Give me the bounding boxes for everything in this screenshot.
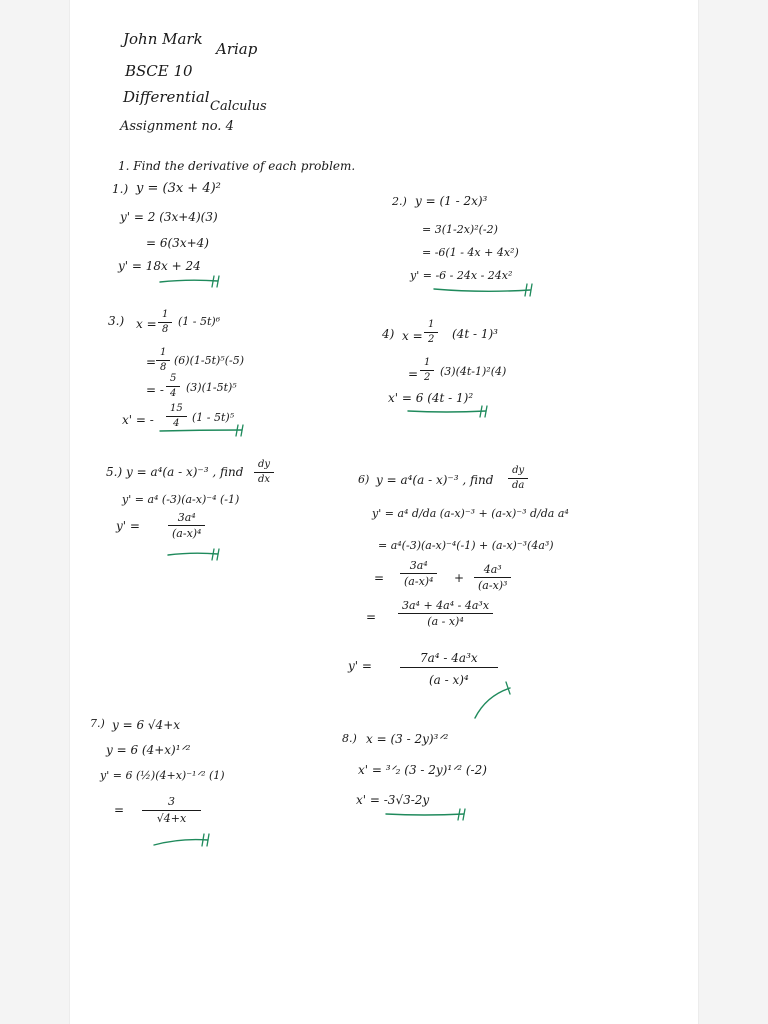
problem-2-label: 2.) [392, 195, 407, 208]
problem-7-line-3: y' = 6 (½)(4+x)⁻¹ᐟ² (1) [100, 769, 225, 782]
problem-6-line-4-lhs: = [374, 571, 385, 585]
problem-6-line-1: y = a⁴(a - x)⁻³ , find [376, 473, 494, 487]
problem-6-fraction: $\frac{\text{3a⁴ + 4a⁴ - 4a³x}}{\text{(a - x)⁴}}$ [398, 600, 493, 627]
problem-5-line-2: y' = a⁴ (-3)(a-x)⁻⁴ (-1) [122, 493, 240, 506]
problem-3-fraction: $\frac{15}{4}$ [166, 404, 187, 429]
problem-5-answer-lhs: y' = [116, 519, 140, 533]
problem-3-line-3-lhs: = - [146, 383, 164, 397]
assignment-sheet [70, 0, 698, 1024]
problem-3-fraction: $\frac{1}{8}$ [156, 348, 170, 373]
problem-7-line-2: y = 6 (4+x)¹ᐟ² [106, 743, 191, 757]
problem-2-line-2: = 3(1-2x)²(-2) [422, 223, 498, 236]
problem-6-fraction: $\frac{\text{3a⁴}}{\text{(a-x)⁴}}$ [400, 560, 437, 587]
problem-8-label: 8.) [342, 732, 357, 745]
problem-5-line-1: y = a⁴(a - x)⁻³ , find [126, 465, 244, 479]
problem-4-label: 4) [382, 327, 395, 341]
problem-7-answer-fraction: $\frac{3}{√4+x}$ [142, 796, 201, 824]
problem-1-answer: y' = 18x + 24 [118, 259, 201, 273]
problem-1-line-3: = 6(3x+4) [146, 236, 209, 250]
problem-3-line-3-rhs: (3)(1-5t)⁵ [186, 381, 237, 394]
problem-6-line-2: y' = a⁴ d/da (a-x)⁻³ + (a-x)⁻³ d/da a⁴ [372, 507, 569, 520]
section-code: BSCE 10 [125, 62, 193, 80]
problem-6-plus-sign: + [454, 571, 465, 585]
answer-check-mark [470, 678, 520, 724]
problem-3-answer-lhs: x' = - [122, 413, 154, 427]
problem-8-line-2: x' = ³ᐟ₂ (3 - 2y)¹ᐟ² (-2) [358, 763, 487, 777]
problem-2-line-3: = -6(1 - 4x + 4x²) [422, 246, 519, 259]
assignment-number: Assignment no. 4 [120, 119, 234, 134]
problem-3-answer-rhs: (1 - 5t)⁵ [192, 411, 235, 424]
student-last-name: Ariap [216, 40, 258, 58]
problem-7-label: 7.) [90, 717, 105, 730]
student-first-name: John Mark [123, 30, 203, 48]
problem-3-line-2-rhs: (6)(1-5t)⁵(-5) [174, 354, 245, 367]
problem-6-line-3: = a⁴(-3)(a-x)⁻⁴(-1) + (a-x)⁻³(4a³) [378, 539, 554, 552]
problem-6-fraction: $\frac{\text{4a³}}{\text{(a-x)³}}$ [474, 564, 511, 591]
course-word-1: Differential [123, 88, 210, 106]
problem-4-answer: x' = 6 (4t - 1)² [388, 391, 474, 405]
problem-5-label: 5.) [106, 465, 123, 479]
answer-check-mark [152, 832, 218, 850]
problem-8-line-1: x = (3 - 2y)³ᐟ² [366, 732, 449, 746]
problem-1-line-1: y = (3x + 4)² [136, 181, 221, 196]
problem-5-answer-fraction: $\frac{\text{3a⁴}}{\text{(a-x)⁴}}$ [168, 512, 205, 539]
problem-3-line-1-rhs: (1 - 5t)⁶ [178, 315, 221, 328]
problem-6-answer-lhs: y' = [348, 659, 372, 673]
problem-6-line-5-lhs: = [366, 610, 377, 624]
problem-4-line-1-rhs: (4t - 1)³ [452, 327, 498, 341]
course-word-2: Calculus [210, 99, 267, 114]
problem-5-derivative-notation: $\frac{dy}{dx}$ [254, 460, 274, 485]
answer-check-mark [432, 281, 544, 299]
problem-7-line-1: y = 6 √4+x [112, 718, 181, 732]
problem-4-line-2-lhs: = [408, 367, 419, 381]
problem-3-line-1-lhs: x = [136, 317, 157, 331]
problem-6-label: 6) [358, 473, 370, 486]
answer-check-mark [384, 806, 476, 822]
problem-3-fraction: $\frac{1}{8}$ [158, 310, 172, 335]
answer-check-mark [166, 546, 228, 562]
problem-8-answer: x' = -3√3-2y [356, 793, 430, 807]
problem-4-fraction: $\frac{1}{2}$ [420, 358, 434, 383]
problem-3-line-2-lhs: = [146, 355, 157, 369]
problem-3-fraction: $\frac{5}{4}$ [166, 374, 180, 399]
problem-4-line-1-lhs: x = [402, 329, 423, 343]
problem-4-fraction: $\frac{1}{2}$ [424, 320, 438, 345]
problem-2-answer: y' = -6 - 24x - 24x² [410, 269, 513, 282]
problem-3-label: 3.) [108, 314, 125, 328]
problem-2-line-1: y = (1 - 2x)³ [415, 194, 488, 208]
problem-4-line-2-rhs: (3)(4t-1)²(4) [440, 365, 507, 378]
problem-7-answer-lhs: = [114, 803, 125, 817]
problem-6-answer-fraction: $\frac{\text{7a⁴ - 4a³x}}{\text{(a - x)⁴}}$ [400, 652, 498, 686]
problem-1-line-2: y' = 2 (3x+4)(3) [120, 210, 218, 224]
problem-6-derivative-notation: $\frac{dy}{da}$ [508, 466, 528, 491]
answer-check-mark [158, 273, 230, 289]
problem-1-label: 1.) [112, 182, 129, 196]
answer-check-mark [158, 422, 252, 438]
answer-check-mark [406, 403, 498, 419]
instruction: 1. Find the derivative of each problem. [118, 159, 356, 173]
